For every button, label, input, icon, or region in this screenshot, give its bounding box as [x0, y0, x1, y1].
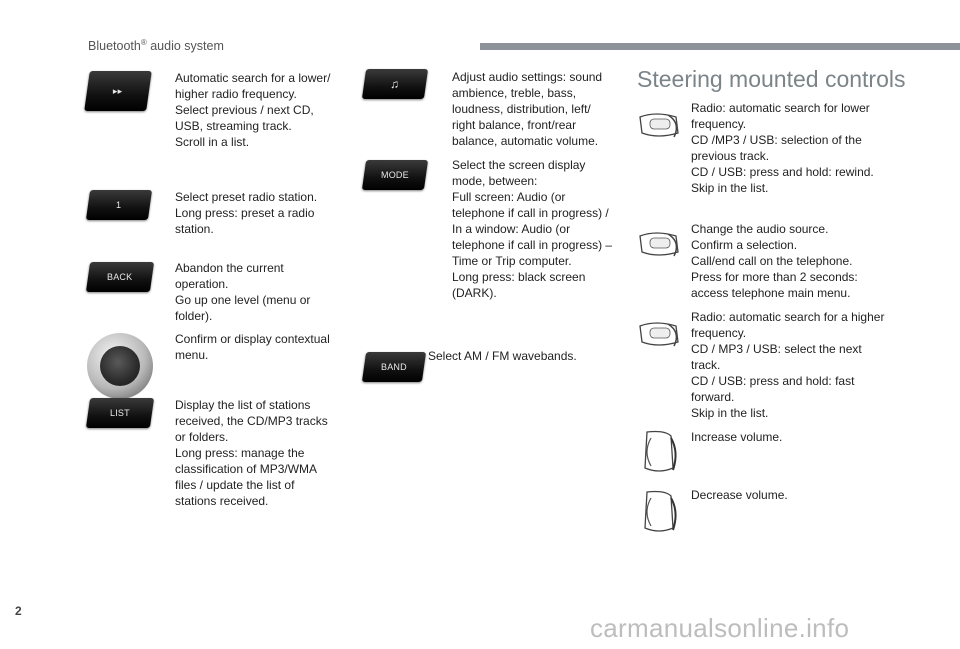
header-accent-bar	[480, 43, 960, 50]
mode-button-label: MODE	[381, 170, 409, 180]
confirm-knob-description: Confirm or display contextual menu.	[175, 332, 330, 362]
steering-seek-up-icon	[636, 316, 682, 364]
header-title-rest: audio system	[146, 39, 224, 54]
header-title-main: Bluetooth	[88, 39, 141, 54]
mode-button	[362, 160, 428, 190]
back-button	[86, 262, 154, 292]
seek-button	[84, 71, 152, 111]
steering-seek-up-description: Radio: automatic search for a higher frequency. CD / MP3 / USB: select the next track. CD / USB: press and hold: fast forward. Skip in the list.	[691, 310, 885, 420]
seek-button-description: Automatic search for a lower/ higher radio frequency. Select previous / next CD, USB, streaming track. Scroll in a list.	[175, 71, 331, 149]
band-button-label: BAND	[381, 362, 407, 372]
band-button-description: Select AM / FM wavebands.	[428, 349, 577, 363]
steering-volume-down-icon	[637, 488, 683, 536]
steering-seek-down-description: Radio: automatic search for lower frequency. CD /MP3 / USB: selection of the previous track. CD / USB: press and hold: rewind. Skip in the list.	[691, 101, 874, 195]
preset-button-label: 1	[116, 200, 122, 210]
preset-button-description: Select preset radio station. Long press: preset a radio station.	[175, 190, 318, 236]
page-number: 2	[15, 604, 22, 618]
band-button	[362, 352, 426, 382]
header-title-sup: ®	[140, 38, 147, 47]
steering-section-title: Steering mounted controls	[637, 66, 906, 92]
page-header-title	[88, 38, 224, 53]
list-button-description: Display the list of stations received, the CD/MP3 tracks or folders. Long press: manage the classification of MP3/WMA files / update the list of stations received.	[175, 398, 328, 508]
preset-button	[86, 190, 152, 220]
audio-settings-description: Adjust audio settings: sound ambience, treble, bass, loudness, distribution, left/ right balance, front/rear balance, automatic volume.	[452, 70, 603, 148]
back-button-label: BACK	[107, 272, 133, 282]
list-button	[86, 398, 154, 428]
back-button-description: Abandon the current operation. Go up one level (menu or folder).	[175, 261, 311, 323]
steering-source-description: Change the audio source. Confirm a selection. Call/end call on the telephone. Press for more than 2 seconds: access telephone main menu.	[691, 222, 858, 300]
watermark: carmanualsonline.info	[590, 613, 850, 643]
list-button-label: LIST	[110, 408, 130, 418]
music-note-icon: ♫	[390, 77, 400, 91]
steering-volume-up-icon	[637, 428, 683, 476]
mode-button-description: Select the screen display mode, between: Full screen: Audio (or telephone if call in progress) / In a window: Audio (or telephone if call in progress) – Time or Trip computer. Long press: black screen (DARK).	[452, 158, 613, 300]
seek-button-icon: ▸▸	[113, 85, 123, 96]
steering-volume-up-description: Increase volume.	[691, 430, 783, 444]
audio-settings-button	[362, 69, 428, 99]
steering-source-icon	[636, 226, 682, 274]
steering-seek-down-icon	[636, 107, 682, 155]
steering-volume-down-description: Decrease volume.	[691, 488, 788, 502]
confirm-knob-center	[100, 346, 140, 386]
